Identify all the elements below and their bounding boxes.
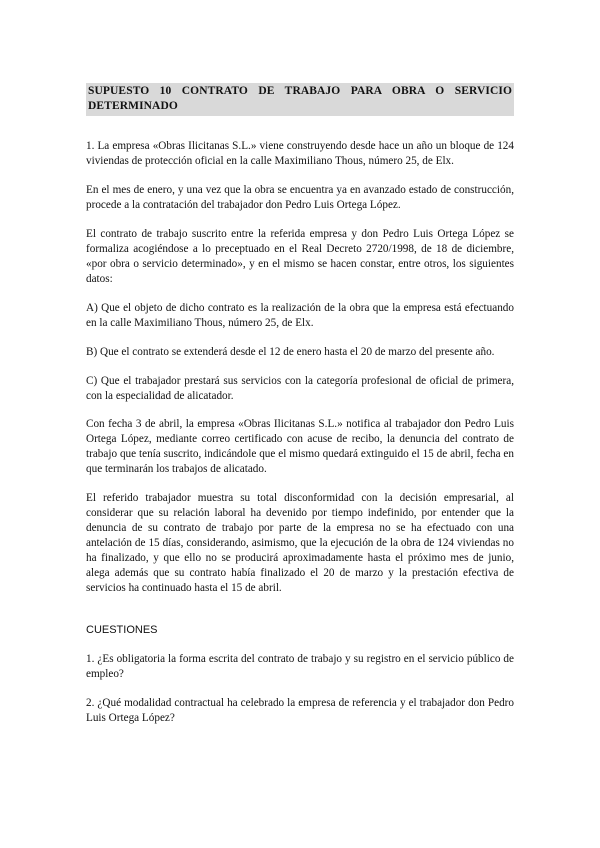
paragraph-dato-c: C) Que el trabajador prestará sus servicios con la categoría profesional de oficial de primera, con la especialidad de alicatador. <box>86 375 514 402</box>
document-page <box>86 83 514 726</box>
paragraph-contratacion: En el mes de enero, y una vez que la obra se encuentra ya en avanzado estado de construcción, procede a la contratación del trabajador don Pedro Luis Ortega López. <box>86 184 514 211</box>
cuestiones-heading: CUESTIONES <box>86 624 158 636</box>
paragraph-disconformidad: El referido trabajador muestra su total disconformidad con la decisión empresarial, al considerar que su relación laboral ha devenido por tiempo indefinido, por entender que la denuncia de su contrato de trabajo por parte de la empresa no se ha efectuado con una antelación de 15 días, considerando, asimismo, que la ejecución de la obra de 124 viviendas no ha finalizado, y que ello no se producirá aproximadamente hasta el próximo mes de junio, alega además que su contrato había finalizado el 20 de marzo y la prestación efectiva de servicios ha continuado hasta el 15 de abril. <box>86 492 514 594</box>
paragraph-dato-b: B) Que el contrato se extenderá desde el 12 de enero hasta el 20 de marzo del presente año. <box>86 346 495 358</box>
paragraph-dato-a: A) Que el objeto de dicho contrato es la realización de la obra que la empresa está efectuando en la calle Maximiliano Thous, número 25, de Elx. <box>86 302 514 329</box>
paragraph-denuncia: Con fecha 3 de abril, la empresa «Obras Ilicitanas S.L.» notifica al trabajador don Pedro Luis Ortega López, mediante correo certificado con acuse de recibo, la denuncia del contrato de trabajo que tenía suscrito, indicándole que el mismo quedará extinguido el 15 de abril, fecha en que terminarán los trabajos de alicatado. <box>86 418 514 475</box>
paragraph-contrato: El contrato de trabajo suscrito entre la referida empresa y don Pedro Luis Ortega López se formaliza acogiéndose a lo preceptuado en el Real Decreto 2720/1998, de 18 de diciembre, «por obra o servicio determinado», y en el mismo se hacen constar, entre otros, los siguientes datos: <box>86 228 514 285</box>
question-1: 1. ¿Es obligatoria la forma escrita del contrato de trabajo y su registro en el servicio público de empleo? <box>86 653 514 680</box>
document-title: SUPUESTO 10 CONTRATO DE TRABAJO PARA OBRA O SERVICIO DETERMINADO <box>86 83 514 116</box>
paragraph-intro: 1. La empresa «Obras Ilicitanas S.L.» viene construyendo desde hace un año un bloque de 124 viviendas de protección oficial en la calle Maximiliano Thous, número 25, de Elx. <box>86 140 514 167</box>
question-2: 2. ¿Qué modalidad contractual ha celebrado la empresa de referencia y el trabajador don Pedro Luis Ortega López? <box>86 697 514 724</box>
